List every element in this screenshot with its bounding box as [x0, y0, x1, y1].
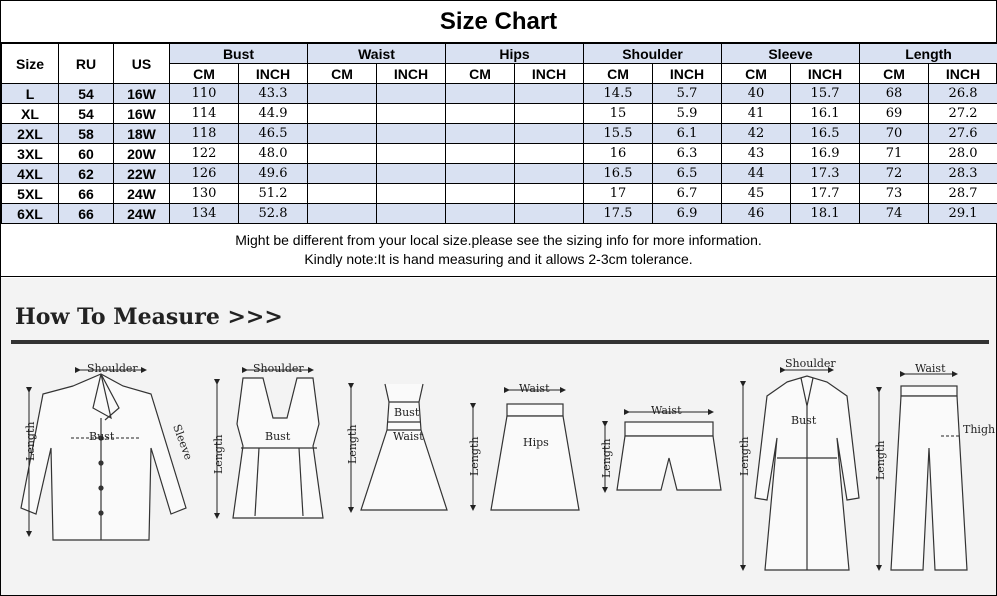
bust-cm-cell: 114	[170, 104, 239, 124]
group-header-hips: Hips	[446, 44, 584, 64]
bust-inch-cell: 48.0	[239, 144, 308, 164]
length-label: Length	[874, 440, 887, 480]
table-row	[2, 104, 997, 124]
length-inch-cell: 27.6	[929, 124, 997, 144]
sub-header-cm: CM	[722, 64, 791, 84]
table-row	[2, 164, 997, 184]
length-label: Length	[468, 436, 481, 476]
garment-diagrams	[1, 278, 996, 595]
sub-header-cm: CM	[584, 64, 653, 84]
sub-header-inch: INCH	[239, 64, 308, 84]
length-label: Length	[600, 438, 613, 478]
hips-inch-cell	[515, 104, 584, 124]
sleeve-cm-cell: 40	[722, 84, 791, 104]
note-line: Might be different from your local size.please see the sizing info for more information.	[235, 232, 762, 248]
sleeve-cm-cell: 45	[722, 184, 791, 204]
waist-cm-cell	[308, 84, 377, 104]
sleeve-cm-cell: 42	[722, 124, 791, 144]
length-cm-cell: 69	[860, 104, 929, 124]
size-cell: 4XL	[2, 164, 59, 184]
bust-cm-cell: 122	[170, 144, 239, 164]
us-cell: 22W	[114, 164, 170, 184]
sub-header-inch: INCH	[653, 64, 722, 84]
how-to-measure-panel	[1, 278, 996, 595]
shoulder-label: Shoulder	[785, 357, 836, 370]
length-cm-cell: 71	[860, 144, 929, 164]
bust-inch-cell: 46.5	[239, 124, 308, 144]
bust-cm-cell: 130	[170, 184, 239, 204]
length-label: Length	[212, 434, 225, 474]
bust-inch-cell: 51.2	[239, 184, 308, 204]
hips-inch-cell	[515, 184, 584, 204]
dress-diagram	[361, 384, 447, 510]
bust-inch-cell: 52.8	[239, 204, 308, 224]
bust-cm-cell: 118	[170, 124, 239, 144]
sleeve-inch-cell: 16.1	[791, 104, 860, 124]
length-inch-cell: 29.1	[929, 204, 997, 224]
shoulder-inch-cell: 5.7	[653, 84, 722, 104]
sleeve-inch-cell: 18.1	[791, 204, 860, 224]
bust-label: Bust	[265, 430, 291, 443]
shoulder-cm-cell: 17	[584, 184, 653, 204]
waist-cm-cell	[308, 204, 377, 224]
hips-inch-cell	[515, 144, 584, 164]
bust-label: Bust	[394, 406, 420, 419]
waist-inch-cell	[377, 204, 446, 224]
hips-cm-cell	[446, 84, 515, 104]
sub-header-inch: INCH	[377, 64, 446, 84]
sleeve-cm-cell: 44	[722, 164, 791, 184]
sleeve-inch-cell: 16.5	[791, 124, 860, 144]
size-cell: L	[2, 84, 59, 104]
shoulder-inch-cell: 6.5	[653, 164, 722, 184]
length-inch-cell: 26.8	[929, 84, 997, 104]
waist-label: Waist	[651, 404, 682, 417]
length-label: Length	[738, 436, 751, 476]
shoulder-cm-cell: 16	[584, 144, 653, 164]
hips-cm-cell	[446, 104, 515, 124]
hips-cm-cell	[446, 184, 515, 204]
us-cell: 20W	[114, 144, 170, 164]
shoulder-inch-cell: 6.1	[653, 124, 722, 144]
length-inch-cell: 28.3	[929, 164, 997, 184]
length-inch-cell: 27.2	[929, 104, 997, 124]
us-cell: 18W	[114, 124, 170, 144]
bust-cm-cell: 126	[170, 164, 239, 184]
shoulder-inch-cell: 6.7	[653, 184, 722, 204]
us-cell: 16W	[114, 84, 170, 104]
sub-header-cm: CM	[170, 64, 239, 84]
length-cm-cell: 72	[860, 164, 929, 184]
length-cm-cell: 74	[860, 204, 929, 224]
ru-cell: 54	[59, 84, 114, 104]
hips-inch-cell	[515, 164, 584, 184]
hips-inch-cell	[515, 84, 584, 104]
shoulder-label: Shoulder	[87, 362, 138, 375]
sub-header-inch: INCH	[791, 64, 860, 84]
ru-cell: 60	[59, 144, 114, 164]
bust-cm-cell: 110	[170, 84, 239, 104]
group-header-waist: Waist	[308, 44, 446, 64]
shoulder-inch-cell: 6.9	[653, 204, 722, 224]
col-size-header: Size	[2, 44, 59, 84]
how-to-measure-heading: How To Measure >>>	[15, 304, 283, 330]
waist-label: Waist	[915, 362, 946, 375]
group-header-length: Length	[860, 44, 997, 64]
ru-cell: 66	[59, 204, 114, 224]
size-cell: 6XL	[2, 204, 59, 224]
us-cell: 24W	[114, 204, 170, 224]
shirt-diagram	[21, 374, 186, 540]
shoulder-cm-cell: 14.5	[584, 84, 653, 104]
sleeve-cm-cell: 43	[722, 144, 791, 164]
group-header-shoulder: Shoulder	[584, 44, 722, 64]
hips-inch-cell	[515, 124, 584, 144]
sub-header-cm: CM	[860, 64, 929, 84]
hips-cm-cell	[446, 124, 515, 144]
group-header-sleeve: Sleeve	[722, 44, 860, 64]
length-label: Length	[346, 424, 359, 464]
trousers-diagram	[891, 386, 967, 570]
length-cm-cell: 73	[860, 184, 929, 204]
bust-cm-cell: 134	[170, 204, 239, 224]
shoulder-cm-cell: 15.5	[584, 124, 653, 144]
shoulder-cm-cell: 15	[584, 104, 653, 124]
shoulder-inch-cell: 5.9	[653, 104, 722, 124]
bust-label: Bust	[791, 414, 817, 427]
waist-cm-cell	[308, 164, 377, 184]
group-header-bust: Bust	[170, 44, 308, 64]
col-us-header: US	[114, 44, 170, 84]
sleeve-label: Sleeve	[170, 422, 195, 462]
waist-cm-cell	[308, 184, 377, 204]
size-table-body	[2, 84, 997, 224]
table-row	[2, 184, 997, 204]
hips-cm-cell	[446, 144, 515, 164]
shorts-diagram	[617, 422, 721, 490]
size-cell: 2XL	[2, 124, 59, 144]
waist-label: Waist	[393, 430, 424, 443]
length-cm-cell: 68	[860, 84, 929, 104]
length-inch-cell: 28.0	[929, 144, 997, 164]
table-row	[2, 204, 997, 224]
hips-cm-cell	[446, 164, 515, 184]
bust-inch-cell: 43.3	[239, 84, 308, 104]
waist-cm-cell	[308, 144, 377, 164]
ru-cell: 54	[59, 104, 114, 124]
waist-inch-cell	[377, 184, 446, 204]
us-cell: 16W	[114, 104, 170, 124]
size-table	[1, 43, 997, 224]
shoulder-label: Shoulder	[253, 362, 304, 375]
tank-top-diagram	[233, 378, 323, 518]
page-title: Size Chart	[439, 7, 558, 35]
skirt-diagram	[491, 404, 579, 510]
bust-label: Bust	[89, 430, 115, 443]
bust-inch-cell: 49.6	[239, 164, 308, 184]
hips-cm-cell	[446, 204, 515, 224]
sleeve-inch-cell: 17.7	[791, 184, 860, 204]
sleeve-cm-cell: 41	[722, 104, 791, 124]
waist-cm-cell	[308, 124, 377, 144]
bust-inch-cell: 44.9	[239, 104, 308, 124]
thigh-label: Thigh	[963, 423, 996, 436]
waist-inch-cell	[377, 164, 446, 184]
waist-inch-cell	[377, 124, 446, 144]
sub-header-cm: CM	[308, 64, 377, 84]
waist-label: Waist	[519, 382, 550, 395]
shoulder-inch-cell: 6.3	[653, 144, 722, 164]
table-row	[2, 144, 997, 164]
waist-inch-cell	[377, 84, 446, 104]
sleeve-cm-cell: 46	[722, 204, 791, 224]
waist-inch-cell	[377, 104, 446, 124]
shoulder-cm-cell: 16.5	[584, 164, 653, 184]
coat-diagram	[755, 376, 859, 570]
sub-header-cm: CM	[446, 64, 515, 84]
us-cell: 24W	[114, 184, 170, 204]
title-row	[1, 1, 996, 43]
table-row	[2, 124, 997, 144]
length-inch-cell: 28.7	[929, 184, 997, 204]
hips-inch-cell	[515, 204, 584, 224]
waist-inch-cell	[377, 144, 446, 164]
shoulder-cm-cell: 17.5	[584, 204, 653, 224]
table-row	[2, 84, 997, 104]
sub-header-inch: INCH	[929, 64, 997, 84]
sleeve-inch-cell: 16.9	[791, 144, 860, 164]
length-label: Length	[24, 421, 37, 461]
col-ru-header: RU	[59, 44, 114, 84]
size-cell: XL	[2, 104, 59, 124]
note-line: Kindly note:It is hand measuring and it allows 2-3cm tolerance.	[304, 251, 693, 267]
sleeve-inch-cell: 15.7	[791, 84, 860, 104]
length-cm-cell: 70	[860, 124, 929, 144]
size-cell: 5XL	[2, 184, 59, 204]
ru-cell: 62	[59, 164, 114, 184]
sub-header-inch: INCH	[515, 64, 584, 84]
ru-cell: 66	[59, 184, 114, 204]
sleeve-inch-cell: 17.3	[791, 164, 860, 184]
waist-cm-cell	[308, 104, 377, 124]
notes-block	[1, 223, 996, 277]
ru-cell: 58	[59, 124, 114, 144]
hips-label: Hips	[523, 436, 549, 449]
size-cell: 3XL	[2, 144, 59, 164]
